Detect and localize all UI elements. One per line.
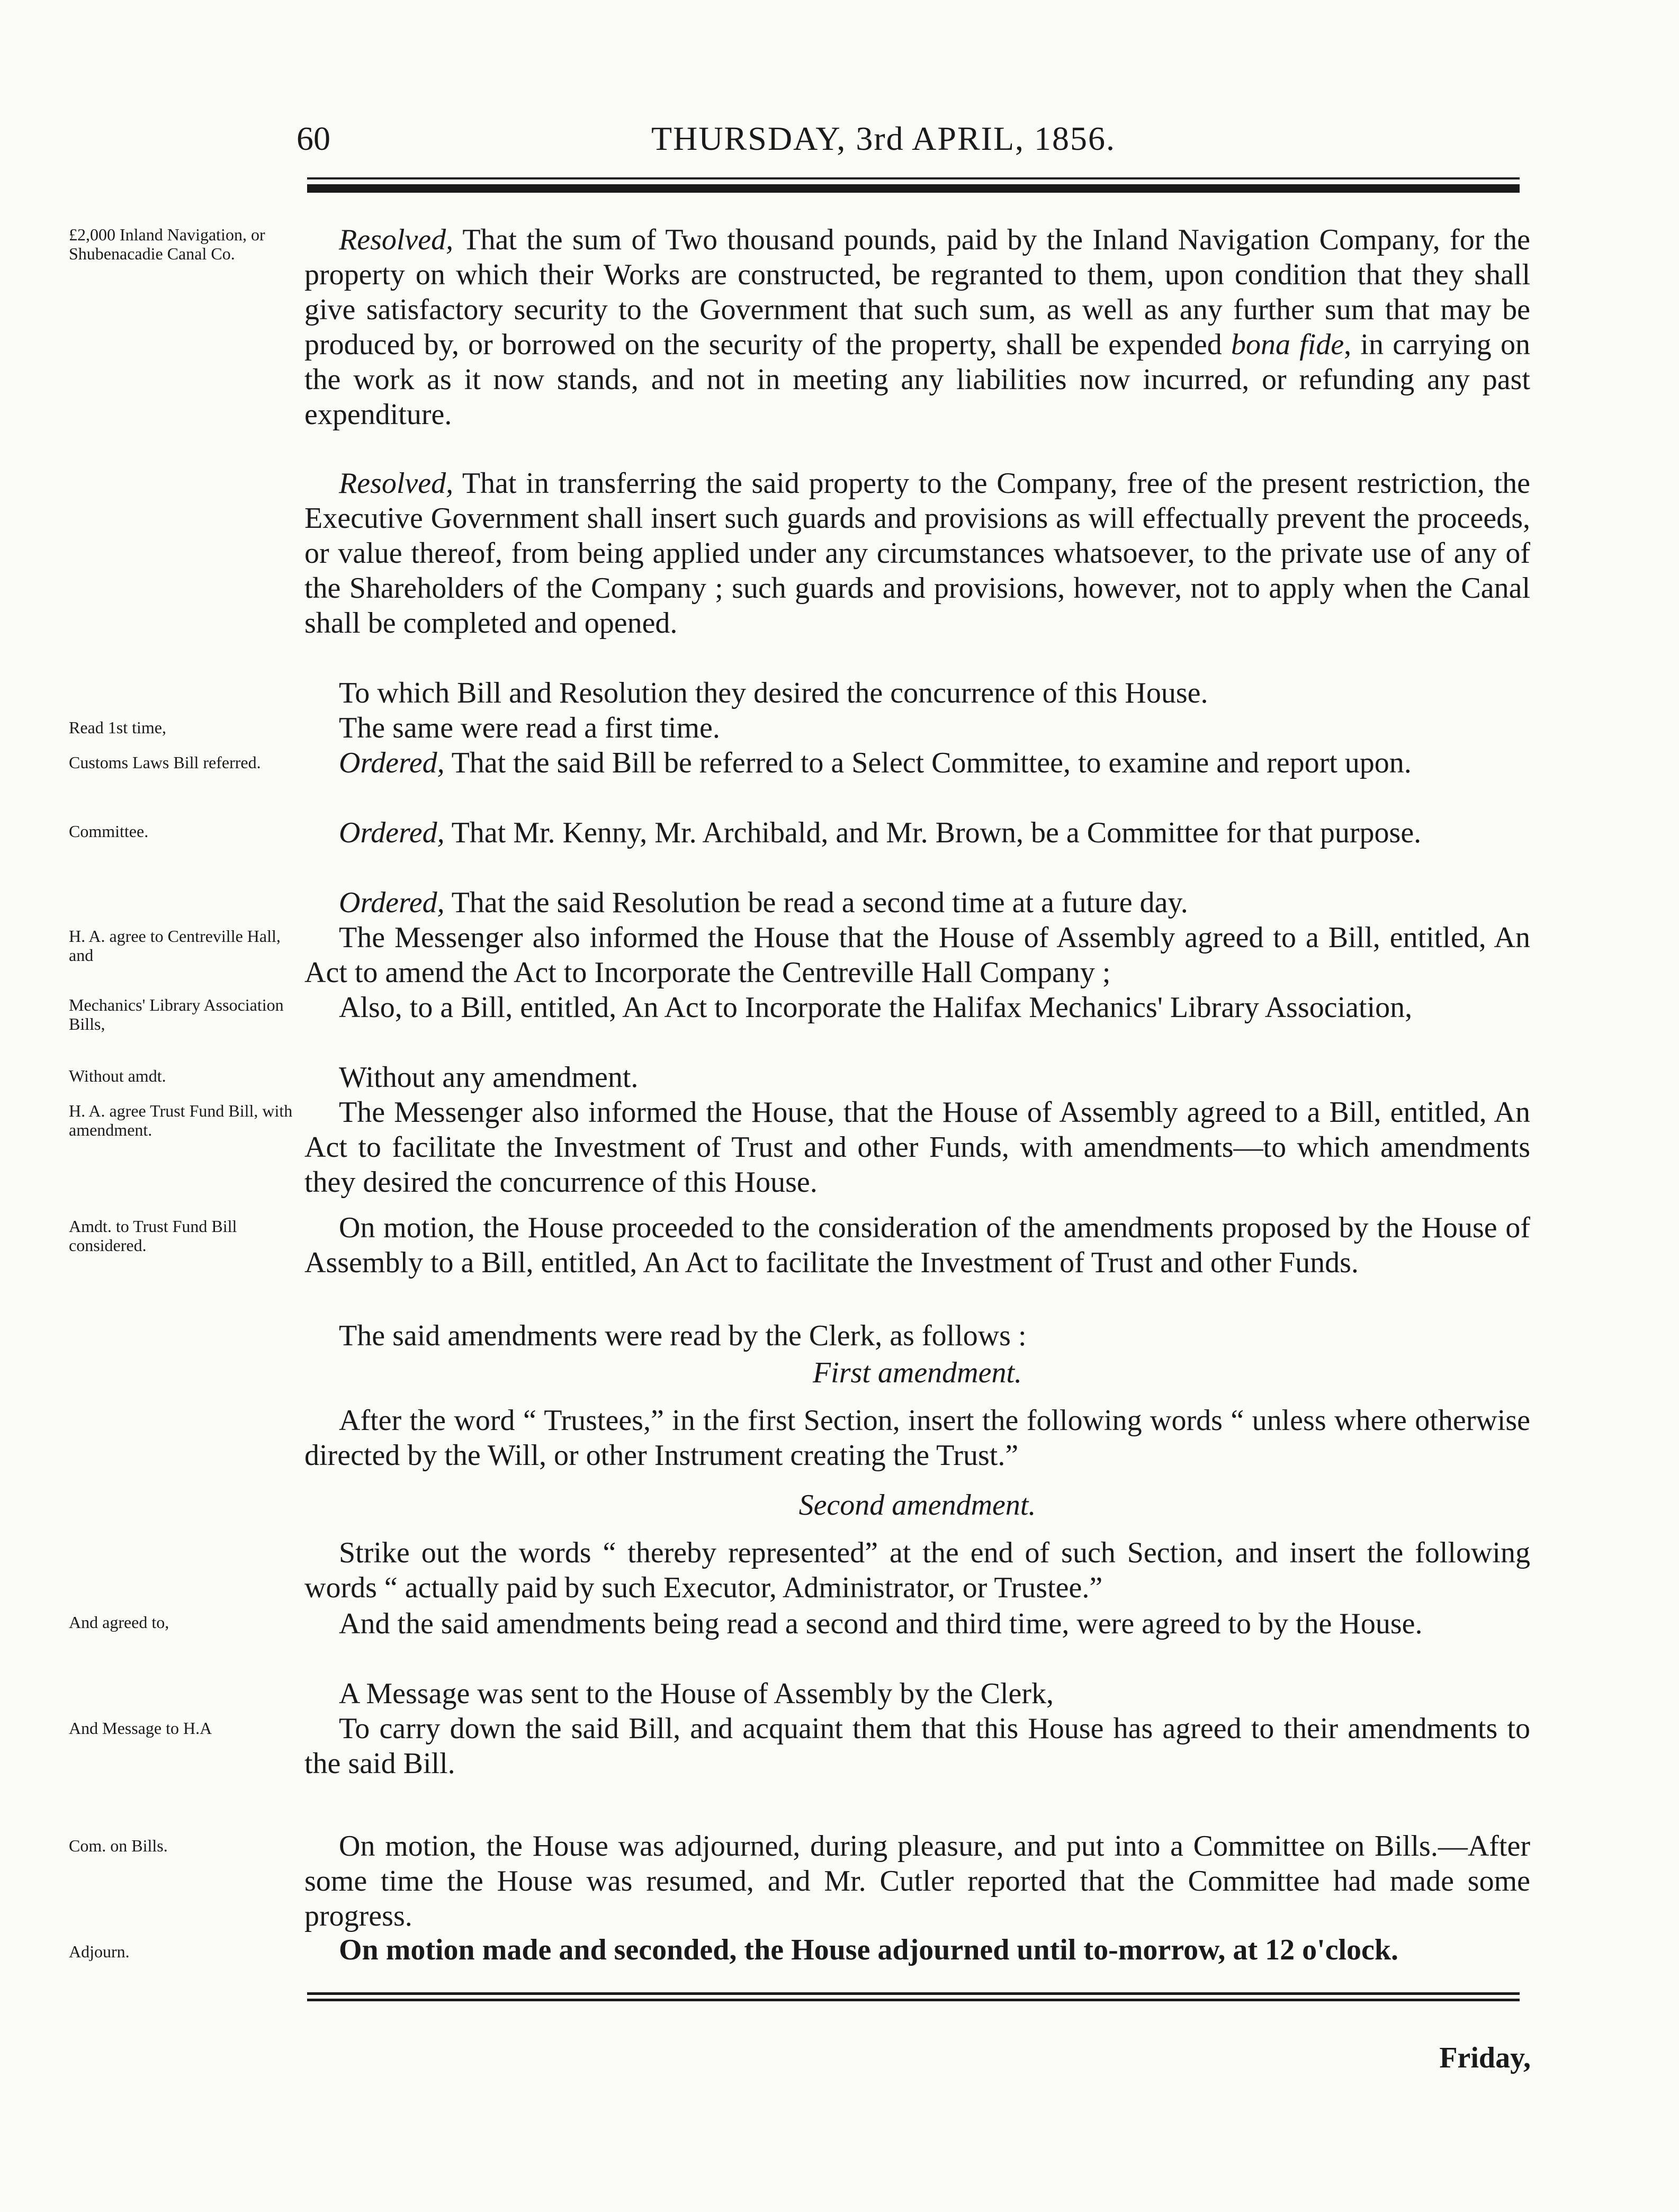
footer-rule-1 bbox=[307, 1992, 1520, 1995]
paragraph-first-amendment: After the word “ Trustees,” in the first Section, insert the following words “ unless where otherwise directed by the Will, or other Instrument creating the Trust.” bbox=[304, 1404, 1530, 1472]
margin-note-amdt-considered: Amdt. to Trust Fund Bill considered. bbox=[69, 1217, 237, 1255]
paragraph-committee-bills: On motion, the House was adjourned, during pleasure, and put into a Committee on Bills.—After some time the House was resumed, and Mr. Cutler reported that the Committee had made some progress. bbox=[304, 1830, 1530, 1932]
resolved-lead: Resolved, bbox=[339, 467, 454, 500]
margin-note-without-amdt: Without amdt. bbox=[69, 1066, 166, 1085]
margin-note-adjourn: Adjourn. bbox=[69, 1942, 130, 1961]
ordered-text: That the said Bill be referred to a Select Committee, to examine and report upon. bbox=[444, 747, 1412, 779]
ordered-text: That Mr. Kenny, Mr. Archibald, and Mr. Brown, be a Committee for that purpose. bbox=[444, 816, 1422, 849]
margin-note-trust-fund: H. A. agree Trust Fund Bill, with amendment. bbox=[69, 1101, 293, 1139]
paragraph-second-amendment: Strike out the words “ thereby represented” at the end of such Section, and insert the following words “ actually paid by such Executor, Administrator, or Trustee.” bbox=[304, 1536, 1530, 1604]
paragraph-message-sent: A Message was sent to the House of Assembly by the Clerk, bbox=[339, 1677, 1054, 1710]
page-content bbox=[0, 217, 1679, 2017]
ordered-text: That the said Resolution be read a second time at a future day. bbox=[444, 886, 1188, 919]
margin-note-mechanics: Mechanics' Library Association Bills, bbox=[69, 995, 284, 1033]
resolved-text: That in transferring the said property to the Company, free of the present restriction, the Executive Government shall insert such guards and provisions as will effectually prevent the proceeds, or value thereof, from being applied under any circumstances whatsoever, to the private use of any of the Shareholders of the Company ; such guards and provisions, however, not to apply when the Canal shall be completed and opened. bbox=[304, 467, 1530, 640]
ordered-lead: Ordered, bbox=[339, 816, 445, 849]
resolved-text: That the sum of Two thousand pounds, paid by the Inland Navigation Company, for the property on which their Works are constructed, be regranted to them, upon condition that they shall give satisfactory security to the Government that such sum, as well as any further sum that may be produced by, or borrowed on the security of the property, shall be expended bbox=[304, 223, 1530, 361]
catchword: Friday, bbox=[1439, 2042, 1531, 2074]
paragraph-read-by-clerk: The said amendments were read by the Clerk, as follows : bbox=[339, 1319, 1027, 1352]
margin-note-customs-bill: Customs Laws Bill referred. bbox=[69, 753, 261, 772]
paragraph-ordered-select bbox=[304, 745, 1530, 780]
paragraph-ordered-resolution bbox=[304, 885, 1530, 920]
page-number: 60 bbox=[297, 120, 330, 157]
bona-fide: bona fide bbox=[1231, 328, 1344, 361]
margin-note-centreville: H. A. agree to Centreville Hall, and bbox=[69, 927, 281, 965]
header-rule-thick bbox=[307, 184, 1520, 193]
margin-note-agreed-to: And agreed to, bbox=[69, 1613, 169, 1632]
ordered-lead: Ordered, bbox=[339, 747, 445, 779]
ordered-lead: Ordered, bbox=[339, 886, 445, 919]
margin-note-inland-navigation: £2,000 Inland Navigation, or Shubenacadie Canal Co. bbox=[69, 225, 265, 263]
paragraph-resolved-1 bbox=[304, 222, 1530, 432]
paragraph-concurrence: To which Bill and Resolution they desired the concurrence of this House. bbox=[339, 677, 1208, 709]
margin-note-com-bills: Com. on Bills. bbox=[69, 1836, 168, 1855]
page-header bbox=[0, 109, 1679, 167]
heading-second-amendment: Second amendment. bbox=[798, 1489, 1036, 1522]
heading-first-amendment: First amendment. bbox=[812, 1356, 1022, 1389]
paragraph-carry-down: To carry down the said Bill, and acquaint them that this House has agreed to their amendments to the said Bill. bbox=[304, 1712, 1530, 1780]
margin-note-read-first: Read 1st time, bbox=[69, 718, 166, 737]
resolved-tail: , in carrying on the work as it now stands, and not in meeting any liabilities now incurred, or refunding any past expenditure. bbox=[304, 328, 1530, 431]
header-rule-thin bbox=[307, 177, 1520, 179]
footer-rule-2 bbox=[307, 1999, 1520, 2001]
paragraph-agreed: And the said amendments being read a second and third time, were agreed to by the House. bbox=[339, 1607, 1423, 1640]
resolved-lead: Resolved, bbox=[339, 223, 454, 256]
margin-note-message-ha: And Message to H.A bbox=[69, 1719, 212, 1738]
paragraph-mechanics: Also, to a Bill, entitled, An Act to Incorporate the Halifax Mechanics' Library Association, bbox=[339, 991, 1413, 1024]
paragraph-resolved-2 bbox=[304, 466, 1530, 641]
paragraph-ordered-committee bbox=[304, 815, 1530, 850]
running-title: THURSDAY, 3rd APRIL, 1856. bbox=[651, 120, 1116, 157]
paragraph-trust-fund: The Messenger also informed the House, that the House of Assembly agreed to a Bill, entitled, An Act to facilitate the Investment of Trust and other Funds, with amendments—to which amendments they desired the concurrence of this House. bbox=[304, 1096, 1530, 1199]
paragraph-centreville: The Messenger also informed the House that the House of Assembly agreed to a Bill, entitled, An Act to amend the Act to Incorporate the Centreville Hall Company ; bbox=[304, 921, 1530, 989]
paragraph-consideration: On motion, the House proceeded to the consideration of the amendments proposed by the House of Assembly to a Bill, entitled, An Act to facilitate the Investment of Trust and other Funds. bbox=[304, 1211, 1530, 1279]
margin-note-committee: Committee. bbox=[69, 822, 149, 841]
paragraph-without-amendment: Without any amendment. bbox=[339, 1061, 639, 1094]
paragraph-adjourned: On motion made and seconded, the House adjourned until to-morrow, at 12 o'clock. bbox=[339, 1934, 1399, 1966]
paragraph-read-first: The same were read a first time. bbox=[339, 712, 720, 744]
